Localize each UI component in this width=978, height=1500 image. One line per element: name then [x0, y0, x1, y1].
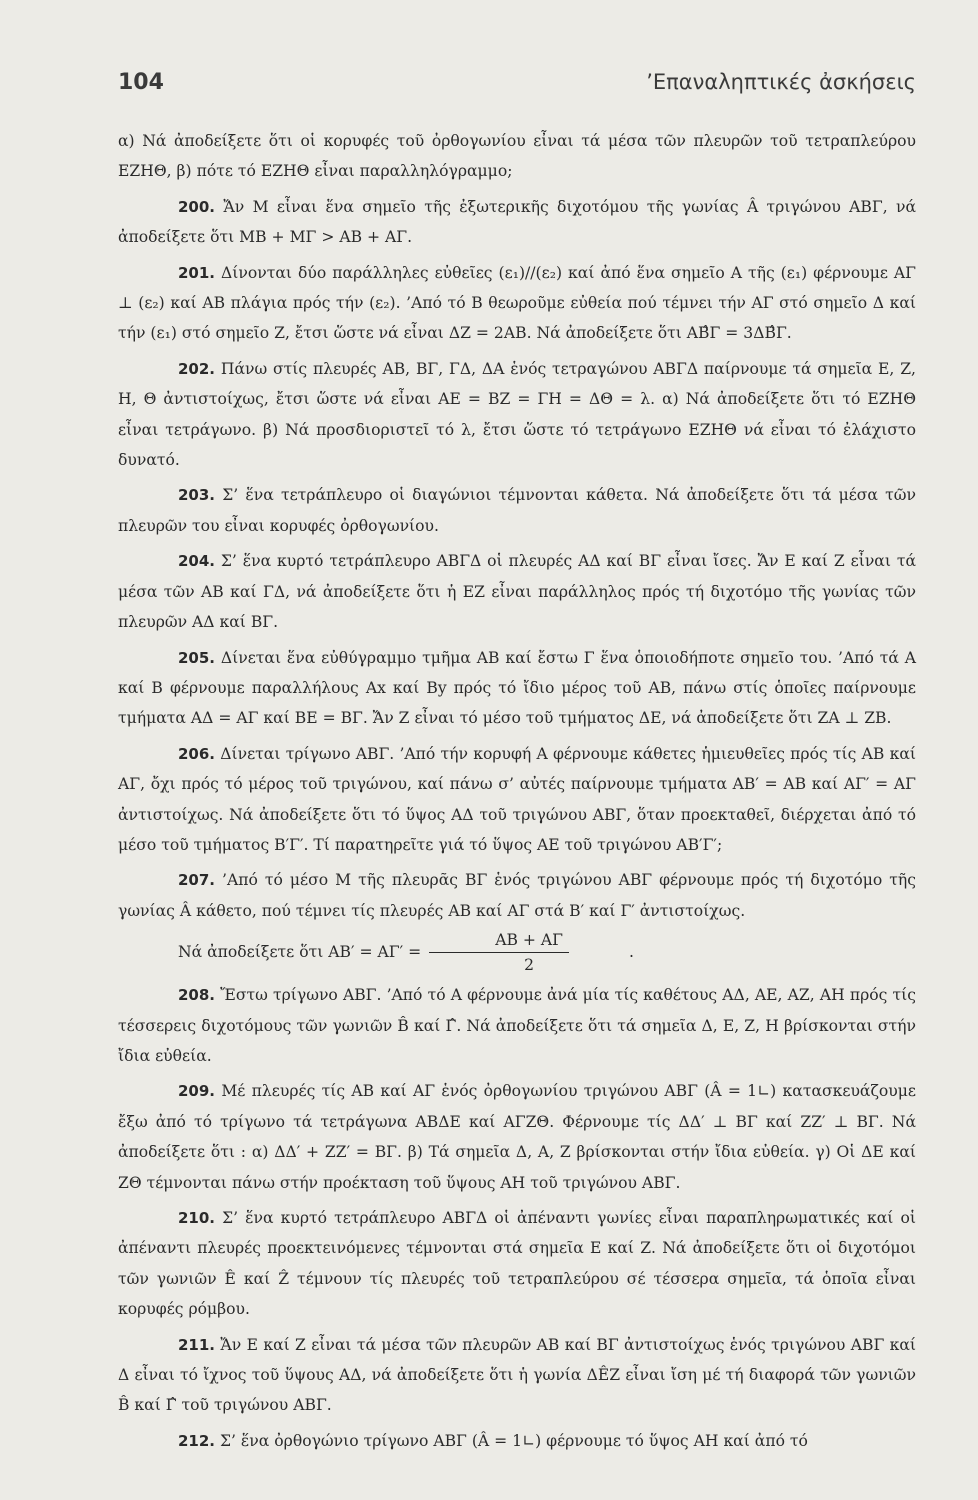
exercise-text: Ἔστω τρίγωνο ΑΒΓ. ’Από τό Α φέρνουμε ἀνά μία τίς καθέτους ΑΔ, ΑΕ, ΑΖ, ΑΗ πρός τίς τέσσερεις διχοτόμους τῶν γωνιῶν B̂ καί Γ̂. Νά ἀποδείξετε ὅτι τά σημεῖα Δ, Ε, Ζ, Η βρίσκονται στήν ἴδια εὐθεία.: [118, 986, 916, 1065]
exercise-text: Ἄν Μ εἶναι ἕνα σημεῖο τῆς ἐξωτερικῆς διχοτόμου τῆς γωνίας Â τριγώνου ΑΒΓ, νά ἀποδείξετε ὅτι ΜΒ + ΜΓ > ΑΒ + ΑΓ.: [118, 197, 916, 247]
exercise-number: 207.: [178, 871, 216, 890]
fraction-denominator: 2: [524, 956, 535, 975]
exercise-number: 210.: [178, 1209, 216, 1227]
exercise-text: Δίνονται δύο παράλληλες εὐθεῖες (ε₁)//(ε₂) καί ἀπό ἕνα σημεῖο Α τῆς (ε₁) φέρνουμε ΑΓ ⊥ (ε₂) καί ΑΒ πλάγια πρός τήν (ε₂). ’Από τό Β θεωροῦμε εὐθεία πού τέμνει τήν ΑΓ στό σημεῖο Δ καί τήν (ε₁) στό σημεῖο Ζ, ἔτσι ὥστε νά εἶναι ΔΖ = 2ΑΒ. Νά ἀποδείξετε ὅτι ΑΒ̂Γ = 3ΔΒ̂Γ.: [118, 263, 916, 343]
exercise-text: Μέ πλευρές τίς ΑΒ καί ΑΓ ἑνός ὀρθογωνίου τριγώνου ΑΒΓ (Â = 1∟) κατασκευάζουμε ἔξω ἀπό τό τρίγωνο τά τετράγωνα ΑΒΔΕ καί ΑΓΖΘ. Φέρνουμε τίς ΔΔ′ ⊥ ΒΓ καί ΖΖ′ ⊥ ΒΓ. Νά ἀποδείξετε ὅτι : α) ΔΔ′ + ΖΖ′ = ΒΓ. β) Τά σημεῖα Δ, Α, Ζ βρίσκονται στήν ἴδια εὐθεία. γ) Οἱ ΔΕ καί ΖΘ τέμνονται πάνω στήν προέκταση τοῦ ὕψους ΑΗ τοῦ τριγώνου ΑΒΓ.: [118, 1082, 916, 1192]
exercise-number: 208.: [178, 986, 216, 1005]
exercise-text: Ἄν Ε καί Ζ εἶναι τά μέσα τῶν πλευρῶν ΑΒ καί ΒΓ ἀντιστοίχως ἑνός τριγώνου ΑΒΓ καί Δ εἶναι τό ἴχνος τοῦ ὕψους ΑΔ, νά ἀποδείξετε ὅτι ἡ γωνία ΔÊΖ εἶναι ἴση μέ τή διαφορά τῶν γωνιῶν B̂ καί Γ̂ τοῦ τριγώνου ΑΒΓ.: [118, 1335, 916, 1415]
exercise-number: 200.: [178, 197, 216, 216]
exercise-201: [118, 258, 916, 349]
exercise-203: [118, 480, 916, 541]
exercise-number: 212.: [178, 1431, 216, 1450]
fraction-numerator: ΑΒ + ΑΓ: [429, 930, 569, 953]
page-header: [118, 70, 916, 106]
exercise-text: Σ’ ἕνα τετράπλευρο οἱ διαγώνιοι τέμνονται κάθετα. Νά ἀποδείξετε ὅτι τά μέσα τῶν πλευρῶν του εἶναι κορυφές ὀρθογωνίου.: [118, 486, 916, 535]
page-number: 104: [118, 70, 164, 95]
exercise-continuation: [118, 126, 916, 187]
formula-line: [118, 930, 916, 975]
exercise-207: [118, 865, 916, 975]
exercise-text: ’Από τό μέσο Μ τῆς πλευρᾶς ΒΓ ἑνός τριγώνου ΑΒΓ φέρνουμε πρός τή διχοτόμο τῆς γωνίας Â κάθετο, πού τέμνει τίς πλευρές ΑΒ καί ΑΓ στά Β′ καί Γ′ ἀντιστοίχως.: [118, 871, 916, 920]
exercise-number: 203.: [178, 486, 216, 505]
exercise-text: Δίνεται τρίγωνο ΑΒΓ. ’Από τήν κορυφή Α φέρνουμε κάθετες ἡμιευθεῖες πρός τίς ΑΒ καί ΑΓ, ὄχι πρός τό μέρος τοῦ τριγώνου, καί πάνω σ’ αὐτές παίρνουμε τμήματα ΑΒ′ = ΑΒ καί ΑΓ′ = ΑΓ ἀντιστοίχως. Νά ἀποδείξετε ὅτι τό ὕψος ΑΔ τοῦ τριγώνου ΑΒΓ, ὅταν προεκταθεῖ, διέρχεται ἀπό τό μέσο τοῦ τμήματος Β′Γ′. Τί παρατηρεῖτε γιά τό ὕψος ΑΕ τοῦ τριγώνου ΑΒ′Γ′;: [118, 744, 916, 854]
exercise-number: 211.: [178, 1335, 216, 1354]
exercise-number: 204.: [178, 552, 216, 571]
exercise-200: [118, 192, 916, 253]
exercise-208: [118, 980, 916, 1071]
exercise-text: α) Νά ἀποδείξετε ὅτι οἱ κορυφές τοῦ ὀρθογωνίου εἶναι τά μέσα τῶν πλευρῶν τοῦ τετραπλεύρου ΕΖΗΘ, β) πότε τό ΕΖΗΘ εἶναι παραλληλόγραμμο;: [118, 132, 916, 181]
exercise-number: 209.: [178, 1082, 216, 1101]
exercise-text: Σ’ ἕνα ὀρθογώνιο τρίγωνο ΑΒΓ (Â = 1∟) φέρνουμε τό ὕψος ΑΗ καί ἀπό τό: [219, 1431, 808, 1450]
exercise-210: [118, 1203, 916, 1325]
exercise-206: [118, 739, 916, 861]
formula-suffix: .: [628, 943, 634, 962]
formula-prefix: Νά ἀποδείξετε ὅτι ΑΒ′ = ΑΓ′ =: [178, 943, 422, 962]
exercise-text: Δίνεται ἕνα εὐθύγραμμο τμῆμα ΑΒ καί ἔστω Γ ἕνα ὁποιοδήποτε σημεῖο του. ’Από τά Α καί Β φέρνουμε παραλλήλους Αx καί By πρός τό ἴδιο μέρος τοῦ ΑΒ, πάνω στίς ὁποῖες παίρνουμε τμήματα ΑΔ = ΑΓ καί ΒΕ = ΒΓ. Ἄν Ζ εἶναι τό μέσο τοῦ τμήματος ΔΕ, νά ἀποδείξετε ὅτι ΖΑ ⊥ ΖΒ.: [118, 648, 916, 728]
exercise-211: [118, 1330, 916, 1421]
exercise-text: Σ’ ἕνα κυρτό τετράπλευρο ΑΒΓΔ οἱ ἀπέναντι γωνίες εἶναι παραπληρωματικές καί οἱ ἀπέναντι πλευρές προεκτεινόμενες τέμνονται στά σημεῖα Ε καί Ζ. Νά ἀποδείξετε ὅτι οἱ διχοτόμοι τῶν γωνιῶν Ê καί Ẑ τέμνουν τίς πλευρές τοῦ τετραπλεύρου σέ τέσσερα σημεῖα, τά ὁποῖα εἶναι κορυφές ρόμβου.: [118, 1209, 916, 1319]
exercise-202: [118, 354, 916, 476]
exercise-205: [118, 643, 916, 734]
exercise-209: [118, 1076, 916, 1198]
running-title: ’Επαναληπτικές ἀσκήσεις: [646, 70, 916, 94]
exercise-204: [118, 546, 916, 637]
exercise-text: Σ’ ἕνα κυρτό τετράπλευρο ΑΒΓΔ οἱ πλευρές ΑΔ καί ΒΓ εἶναι ἴσες. Ἄν Ε καί Ζ εἶναι τά μέσα τῶν ΑΒ καί ΓΔ, νά ἀποδείξετε ὅτι ἡ ΕΖ εἶναι παράλληλος πρός τή διχοτόμο τῆς γωνίας τῶν πλευρῶν ΑΔ καί ΒΓ.: [118, 552, 916, 632]
exercise-list: [118, 126, 916, 1461]
exercise-text: Πάνω στίς πλευρές ΑΒ, ΒΓ, ΓΔ, ΔΑ ἑνός τετραγώνου ΑΒΓΔ παίρνουμε τά σημεῖα Ε, Ζ, Η, Θ ἀντιστοίχως, ἔτσι ὥστε νά εἶναι ΑΕ = ΒΖ = ΓΗ = ΔΘ = λ. α) Νά ἀποδείξετε ὅτι τό ΕΖΗΘ εἶναι τετράγωνο. β) Νά προσδιοριστεῖ τό λ, ἔτσι ὥστε τό τετράγωνο ΕΖΗΘ νά εἶναι τό ἐλάχιστο δυνατό.: [118, 359, 916, 470]
exercise-number: 206.: [178, 744, 216, 763]
exercise-number: 202.: [178, 359, 216, 378]
exercise-212: [118, 1426, 916, 1456]
fraction: [429, 930, 569, 975]
exercise-number: 205.: [178, 648, 216, 667]
exercise-number: 201.: [178, 263, 216, 282]
